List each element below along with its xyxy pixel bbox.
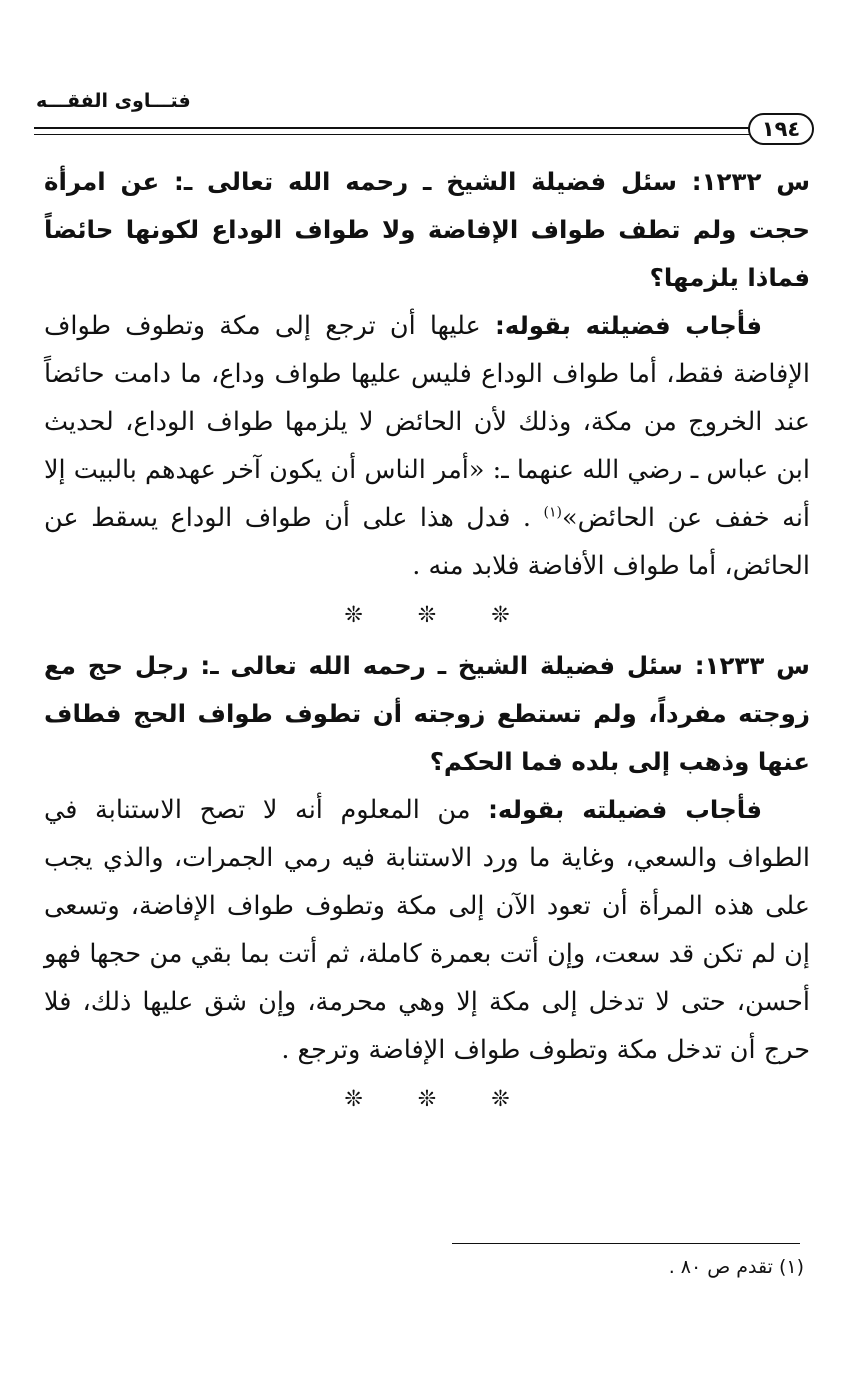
question-2 bbox=[44, 642, 810, 786]
question-text: سئل فضيلة الشيخ ـ رحمه الله تعالى ـ: عن امرأة حجت ولم تطف طواف الإفاضة ولا طواف الوداع لكونها حائضاً فماذا يلزمها؟ bbox=[44, 167, 810, 292]
asterism-icon: ❊ bbox=[417, 1087, 437, 1112]
header-rule-thin bbox=[34, 134, 750, 135]
answer-text-tail: . فدل هذا على أن طواف الوداع يسقط عن الحائض، أما طواف الأفاضة فلابد منه . bbox=[44, 503, 810, 581]
footnote: (١) تقدم ص ٨٠ . bbox=[668, 1256, 804, 1278]
question-number: س ١٢٣٢: bbox=[691, 167, 811, 196]
answer-text: عليها أن ترجع إلى مكة وتطوف طواف الإفاضة فقط، أما طواف الوداع فليس عليها طواف وداع، ما دامت حائضاً عند الخروج من مكة، وذلك لأن الحائض لا يلزمها طواف الوداع، لحديث ابن عباس ـ رضي الله عنهما ـ: «أمر الناس أن يكون آخر عهدهم بالبيت إلا أنه خفف عن الحائض» bbox=[44, 311, 810, 533]
asterism-icon: ❊ bbox=[491, 603, 510, 628]
answer-lead: فأجاب فضيلته بقوله: bbox=[494, 311, 762, 340]
question-1 bbox=[44, 158, 810, 302]
question-number: س ١٢٣٣: bbox=[694, 651, 810, 680]
page-number: ١٩٤ bbox=[748, 113, 814, 145]
asterism-icon: ❊ bbox=[344, 1087, 363, 1112]
question-text: سئل فضيلة الشيخ ـ رحمه الله تعالى ـ: رجل حج مع زوجته مفرداً، ولم تستطع زوجته أن تطوف طواف الحج فطاف عنها وذهب إلى بلده فما الحكم؟ bbox=[44, 651, 810, 776]
footnote-rule bbox=[452, 1243, 800, 1244]
asterism-icon: ❊ bbox=[344, 603, 363, 628]
footnote-reference: (١) bbox=[543, 504, 562, 521]
answer-text: من المعلوم أنه لا تصح الاستنابة في الطواف والسعي، وغاية ما ورد الاستنابة فيه رمي الجمرات، والذي يجب على هذه المرأة أن تعود الآن إلى مكة وتطوف طواف الإفاضة، وتسعى إن لم تكن قد سعت، وإن أتت بعمرة كاملة، ثم أتت بما بقي من حجها فهو أحسن، حتى لا تدخل إلى مكة إلا وهي محرمة، وإن شق عليها ذلك، فلا حرج أن تدخل مكة وتطوف طواف الإفاضة وترجع . bbox=[44, 795, 810, 1065]
section-separator bbox=[44, 1076, 810, 1124]
running-title: فتـــاوى الفقـــه bbox=[36, 90, 191, 112]
answer-2 bbox=[44, 786, 810, 1074]
asterism-icon: ❊ bbox=[417, 603, 437, 628]
asterism-icon: ❊ bbox=[491, 1087, 510, 1112]
page-body bbox=[44, 158, 810, 1126]
answer-1 bbox=[44, 302, 810, 590]
section-separator bbox=[44, 592, 810, 640]
answer-lead: فأجاب فضيلته بقوله: bbox=[488, 795, 762, 824]
header-rule bbox=[34, 127, 750, 129]
